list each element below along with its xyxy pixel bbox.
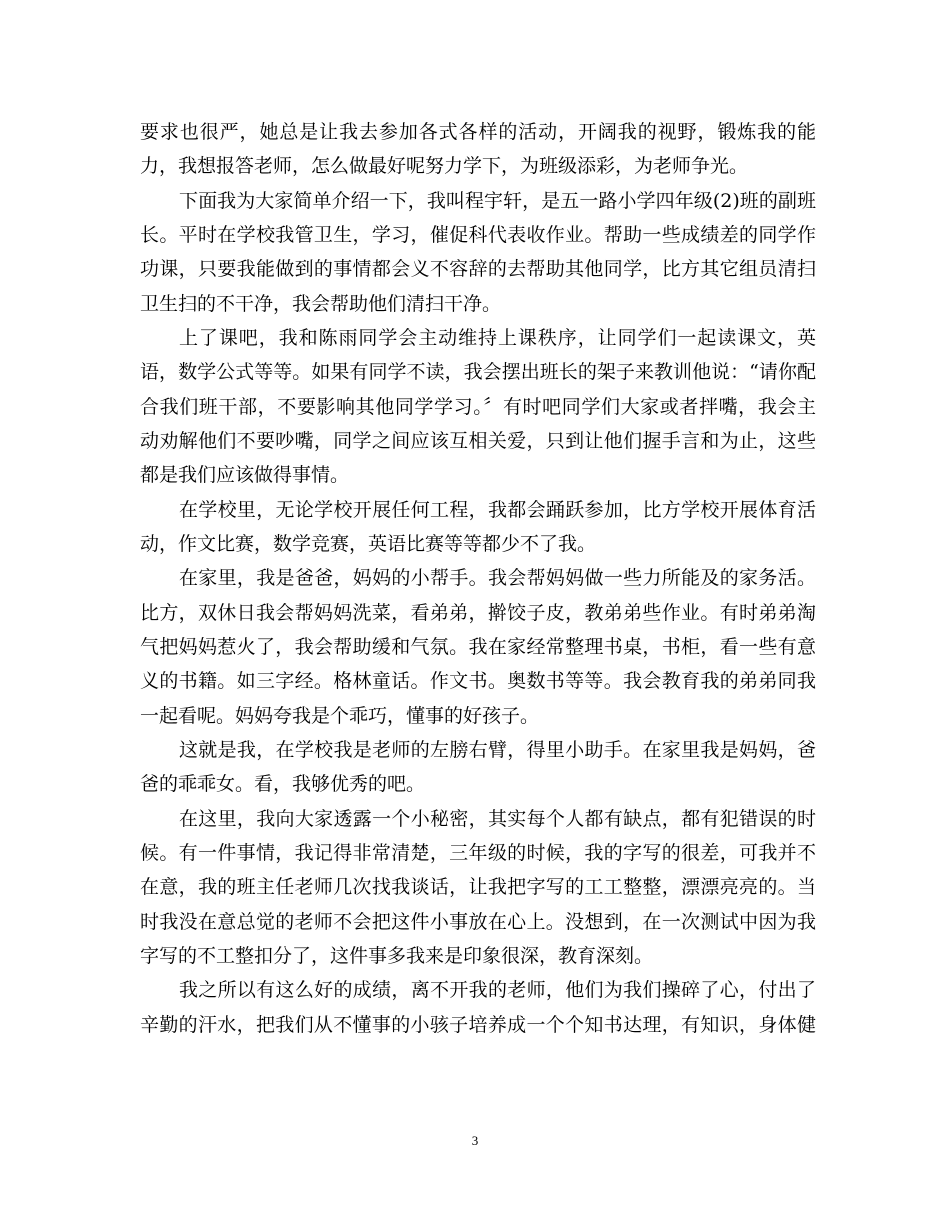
text-line: 力，我想报答老师，怎么做最好呢努力学下，为班级添彩，为老师争光。	[140, 155, 749, 178]
text-line: 比方，双休日我会帮妈妈洗菜，看弟弟，擀饺子皮，教弟弟些作业。有时弟弟淘	[140, 601, 816, 624]
text-line: 爸的乖乖女。看，我够优秀的吧。	[140, 773, 426, 796]
text-line: 候。有一件事情，我记得非常清楚，三年级的时候，我的字写的很差，可我并不	[140, 841, 816, 864]
text-line: 功课，只要我能做到的事情都会义不容辞的去帮助其他同学，比方其它组员清扫	[140, 258, 816, 281]
paragraph-start-line: 这就是我，在学校我是老师的左膀右臂，得里小助手。在家里我是妈妈，爸	[179, 738, 816, 761]
paragraph-start-line: 在学校里，无论学校开展任何工程，我都会踊跃参加，比方学校开展体育活	[179, 498, 816, 521]
paragraph-start-line: 在家里，我是爸爸，妈妈的小帮手。我会帮妈妈做一些力所能及的家务活。	[179, 567, 816, 590]
text-line: 要求也很严，她总是让我去参加各式各样的活动，开阔我的视野，锻炼我的能	[140, 121, 816, 143]
text-line: 动劝解他们不要吵嘴，同学之间应该互相关爱，只到让他们握手言和为止，这些	[140, 429, 816, 452]
text-line: 辛勤的汗水，把我们从不懂事的小骇子培养成一个个知书达理，有知识，身体健	[140, 1013, 816, 1036]
text-line: 长。平时在学校我管卫生，学习，催促科代表收作业。帮助一些成绩差的同学作	[140, 223, 816, 246]
text-line: 语，数学公式等等。如果有同学不读，我会摆出班长的架子来教训他说：“请你配	[140, 361, 816, 384]
paragraph-start-line: 我之所以有这么好的成绩，离不开我的老师，他们为我们操碎了心，付出了	[179, 979, 816, 1002]
text-line: 在意，我的班主任老师几次找我谈话，让我把字写的工工整整，漂漂亮亮的。当	[140, 876, 816, 899]
text-line: 动，作文比赛，数学竞赛，英语比赛等等都少不了我。	[140, 532, 597, 555]
body-text	[140, 115, 816, 1042]
text-line: 义的书籍。如三字经。格林童话。作文书。奥数书等等。我会教育我的弟弟同我	[140, 670, 816, 693]
text-line: 都是我们应该做得事情。	[140, 464, 350, 487]
paragraph-start-line: 上了课吧，我和陈雨同学会主动维持上课秩序，让同学们一起读课文，英	[179, 326, 816, 349]
text-line: 字写的不工整扣分了，这件事多我来是印象很深，教育深刻。	[140, 944, 654, 967]
text-line: 时我没在意总觉的老师不会把这件小事放在心上。没想到，在一次测试中因为我	[140, 910, 816, 933]
text-line: 气把妈妈惹火了，我会帮助缓和气氛。我在家经常整理书桌，书柜，看一些有意	[140, 635, 816, 658]
paragraph-start-line: 在这里，我向大家透露一个小秘密，其实每个人都有缺点，都有犯错误的时	[179, 807, 816, 830]
text-line: 卫生扫的不干净，我会帮助他们清扫干净。	[140, 292, 502, 315]
page-number: 3	[471, 1133, 479, 1148]
paragraph-start-line: 下面我为大家简单介绍一下，我叫程宇轩，是五一路小学四年级(2)班的副班	[179, 189, 816, 212]
text-line: 一起看呢。妈妈夸我是个乖巧，懂事的好孩子。	[140, 704, 540, 727]
text-line: 合我们班干部，不要影响其他同学学习。〞有时吧同学们大家或者拌嘴，我会主	[140, 395, 816, 418]
